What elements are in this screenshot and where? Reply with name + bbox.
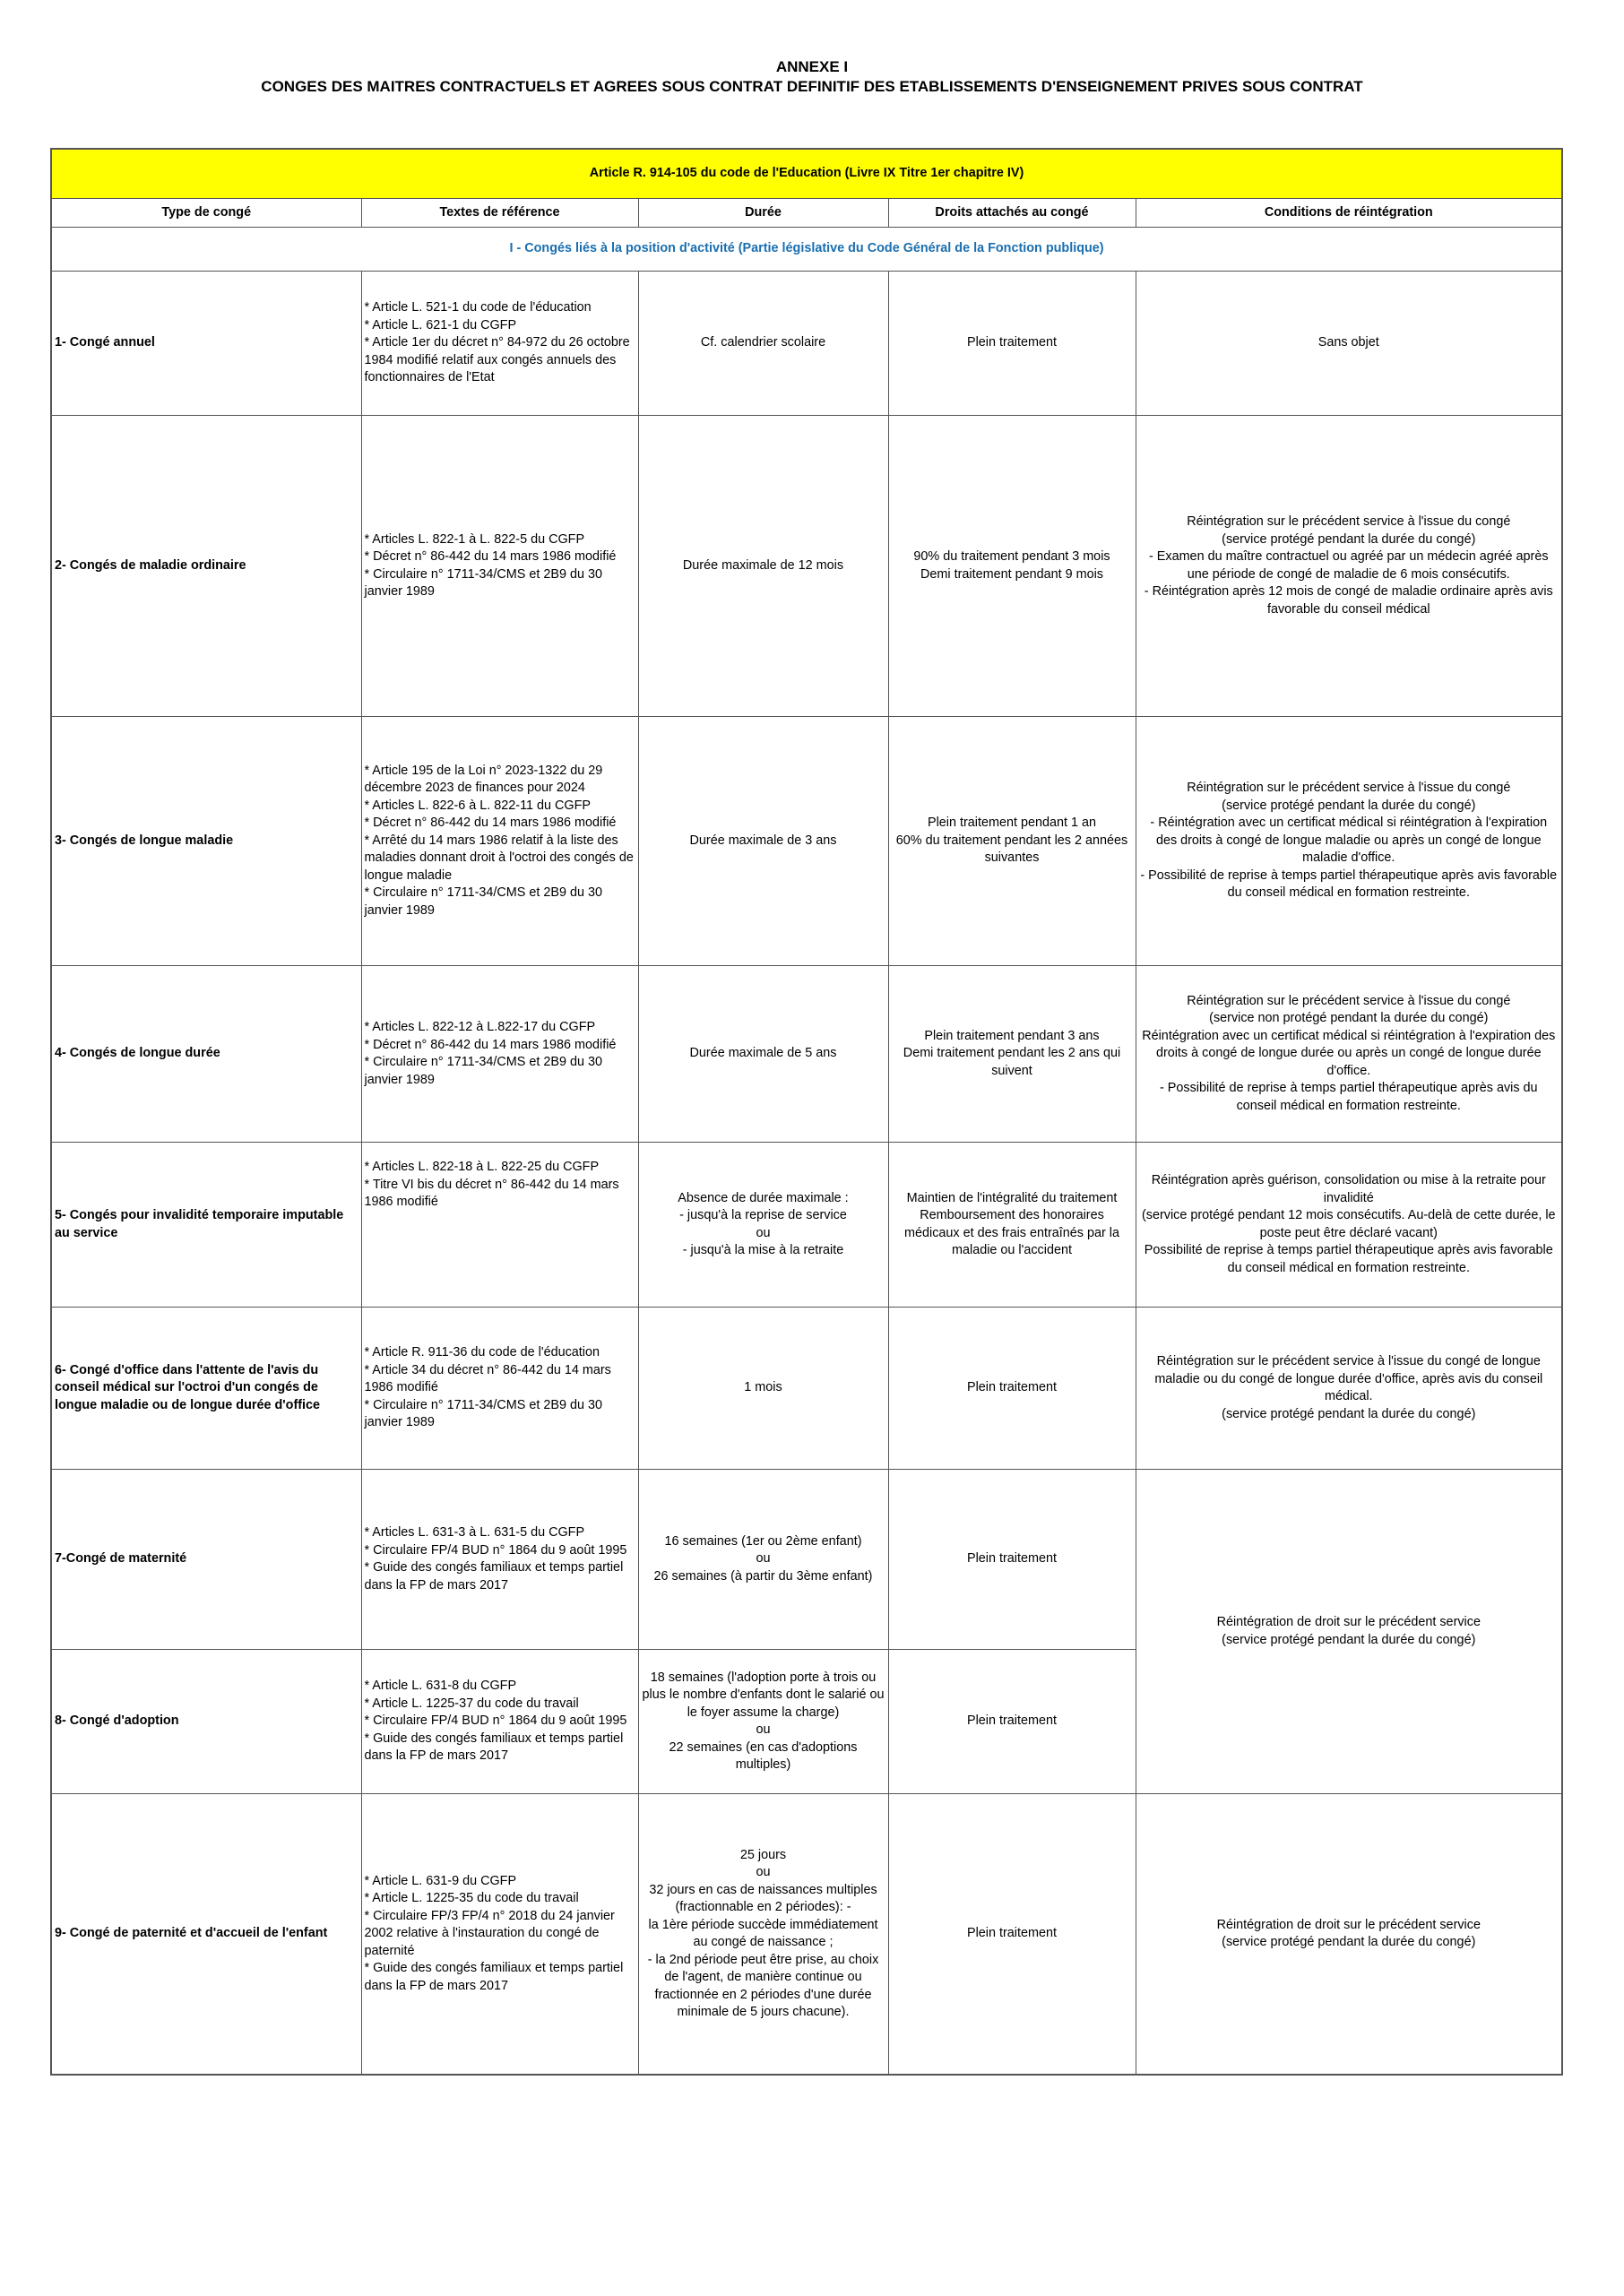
column-header: Conditions de réintégration — [1136, 199, 1562, 228]
leave-type: 5- Congés pour invalidité temporaire imputable au service — [51, 1143, 361, 1308]
cell-line: * Articles L. 631-3 à L. 631-5 du CGFP — [364, 1525, 585, 1540]
reinstatement-conditions — [1136, 1794, 1562, 2076]
duration — [638, 966, 888, 1143]
rights — [888, 272, 1136, 416]
reinstatement-conditions — [1136, 416, 1562, 717]
table-row — [51, 272, 1562, 416]
leave-type: 7-Congé de maternité — [51, 1470, 361, 1650]
reference-texts — [361, 717, 638, 966]
cell-line: Réintégration sur le précédent service à l'issue du congé — [1187, 993, 1511, 1008]
cell-line: Réintégration de droit sur le précédent service — [1216, 1615, 1481, 1629]
cell-line: - la 2nd période peut être prise, au choix de l'agent, de manière continue ou fractionnée en 2 périodes d'une durée minimale de 5 jours chacune). — [647, 1952, 879, 2019]
cell-line: (service protégé pendant 12 mois consécutifs. Au-delà de cette durée, le poste peut être déclaré vacant) — [1141, 1208, 1556, 1240]
table-row — [51, 1470, 1562, 1650]
annex-title: ANNEXE I — [775, 58, 849, 75]
table-row — [51, 1143, 1562, 1308]
cell-line: Réintégration avec un certificat médical si réintégration à l'expiration des droits à congé de longue durée ou après un congé de longue durée d'office. — [1142, 1028, 1556, 1078]
cell-line: * Arrêté du 14 mars 1986 relatif à la liste des maladies donnant droit à l'octroi des congés de longue maladie — [364, 833, 634, 883]
cell-line: * Article 195 de la Loi n° 2023-1322 du 29 décembre 2023 de finances pour 2024 — [364, 763, 603, 796]
reference-texts — [361, 966, 638, 1143]
cell-line: * Article 1er du décret n° 84-972 du 26 octobre 1984 modifié relatif aux congés annuels des fonctionnaires de l'Etat — [364, 335, 630, 385]
table-row — [51, 1308, 1562, 1470]
cell-line: Réintégration de droit sur le précédent service — [1216, 1917, 1481, 1932]
reference-texts — [361, 1470, 638, 1650]
duration — [638, 1794, 888, 2076]
cell-line: 16 semaines (1er ou 2ème enfant) — [664, 1533, 862, 1549]
cell-line: Remboursement des honoraires médicaux et des frais entraînés par la maladie ou l'accident — [904, 1208, 1119, 1257]
document-header — [0, 57, 1624, 97]
reinstatement-conditions — [1136, 1143, 1562, 1308]
leave-type: 2- Congés de maladie ordinaire — [51, 416, 361, 717]
annex-subtitle: CONGES DES MAITRES CONTRACTUELS ET AGREES SOUS CONTRAT DEFINITIF DES ETABLISSEMENTS D'ENSEIGNEMENT PRIVES SOUS CONTRAT — [261, 78, 1363, 95]
cell-line: la 1ère période succède immédiatement au congé de naissance ; — [648, 1917, 878, 1949]
cell-line: * Guide des congés familiaux et temps partiel dans la FP de mars 2017 — [364, 1560, 624, 1593]
cell-line: * Article L. 521-1 du code de l'éducation — [364, 300, 592, 315]
cell-line: * Article 34 du décret n° 86-442 du 14 mars 1986 modifié — [364, 1362, 611, 1395]
cell-line: * Circulaire n° 1711-34/CMS et 2B9 du 30 janvier 1989 — [364, 885, 602, 918]
leave-type: 6- Congé d'office dans l'attente de l'avis du conseil médical sur l'octroi d'un congés de longue maladie ou de longue durée d'office — [51, 1308, 361, 1470]
cell-line: Réintégration sur le précédent service à l'issue du congé — [1187, 781, 1511, 796]
cell-line: Demi traitement pendant les 2 ans qui suivent — [903, 1046, 1121, 1078]
cell-line: * Article L. 1225-37 du code du travail — [364, 1696, 579, 1711]
cell-line: (service non protégé pendant la durée du congé) — [1209, 1011, 1489, 1026]
cell-line: ou — [756, 1865, 771, 1879]
cell-line: (service protégé pendant la durée du congé) — [1222, 1632, 1476, 1647]
cell-line: Durée maximale de 12 mois — [682, 557, 844, 573]
cell-line: * Décret n° 86-442 du 14 mars 1986 modifié — [364, 816, 617, 831]
cell-line: 90% du traitement pendant 3 mois — [913, 549, 1110, 564]
cell-line: * Articles L. 822-18 à L. 822-25 du CGFP — [364, 1160, 600, 1174]
cell-line: - Réintégration avec un certificat médical si réintégration à l'expiration des droits à congé de longue maladie ou après un congé de longue maladie d'office. — [1150, 816, 1548, 866]
table-row — [51, 966, 1562, 1143]
cell-line: * Articles L. 822-6 à L. 822-11 du CGFP — [364, 798, 592, 813]
cell-line: 26 semaines (à partir du 3ème enfant) — [653, 1568, 873, 1584]
duration — [638, 1308, 888, 1470]
cell-line: 60% du traitement pendant les 2 années suivantes — [895, 833, 1128, 866]
reinstatement-conditions — [1136, 966, 1562, 1143]
duration — [638, 1143, 888, 1308]
duration — [638, 717, 888, 966]
section-header-row — [51, 228, 1562, 272]
rights — [888, 966, 1136, 1143]
cell-line: ou — [756, 1722, 771, 1737]
cell-line: * Articles L. 822-12 à L.822-17 du CGFP — [364, 1020, 596, 1034]
rights — [888, 1650, 1136, 1794]
cell-line: Absence de durée maximale : — [678, 1190, 849, 1205]
rights — [888, 717, 1136, 966]
rights — [888, 416, 1136, 717]
cell-line: * Circulaire n° 1711-34/CMS et 2B9 du 30 janvier 1989 — [364, 1055, 602, 1087]
duration — [638, 1470, 888, 1650]
cell-line: Plein traitement pendant 3 ans — [924, 1028, 1100, 1043]
cell-line: * Article L. 1225-35 du code du travail — [364, 1891, 579, 1906]
cell-line: Durée maximale de 3 ans — [689, 833, 837, 848]
cell-line: * Décret n° 86-442 du 14 mars 1986 modifié — [364, 549, 617, 564]
rights — [888, 1143, 1136, 1308]
cell-line: Plein traitement — [967, 1380, 1057, 1395]
cell-line: * Articles L. 822-1 à L. 822-5 du CGFP — [364, 531, 585, 547]
cell-line: Possibilité de reprise à temps partiel thérapeutique après avis favorable du conseil médical en formation restreinte. — [1144, 1243, 1553, 1275]
cell-line: Plein traitement — [967, 1551, 1057, 1567]
table-row — [51, 1794, 1562, 2076]
cell-line: * Circulaire FP/3 FP/4 n° 2018 du 24 janvier 2002 relative à l'instauration du congé de paternité — [364, 1908, 615, 1958]
cell-line: Plein traitement — [967, 335, 1057, 350]
duration — [638, 416, 888, 717]
cell-line: (service protégé pendant la durée du congé) — [1222, 1935, 1476, 1949]
cell-line: ou — [756, 1225, 771, 1240]
cell-line: * Circulaire FP/4 BUD n° 1864 du 9 août 1995 — [364, 1542, 627, 1558]
reference-texts — [361, 1794, 638, 2076]
leave-type: 4- Congés de longue durée — [51, 966, 361, 1143]
cell-line: (fractionnable en 2 périodes): - — [675, 1900, 851, 1914]
duration — [638, 272, 888, 416]
column-header: Textes de référence — [361, 199, 638, 228]
table-row — [51, 717, 1562, 966]
cell-line: Plein traitement — [967, 1926, 1057, 1941]
cell-line: Demi traitement pendant 9 mois — [920, 566, 1103, 582]
cell-line: Maintien de l'intégralité du traitement — [906, 1190, 1118, 1205]
reference-texts — [361, 272, 638, 416]
cell-line: Plein traitement pendant 1 an — [927, 816, 1096, 831]
column-header-row — [51, 199, 1562, 228]
cell-line: * Décret n° 86-442 du 14 mars 1986 modifié — [364, 1037, 617, 1052]
cell-line: Sans objet — [1317, 335, 1379, 350]
reinstatement-conditions — [1136, 1308, 1562, 1470]
cell-line: * Titre VI bis du décret n° 86-442 du 14 mars 1986 modifié — [364, 1177, 619, 1209]
table-banner-row — [51, 149, 1562, 199]
cell-line: - Examen du maître contractuel ou agréé par un médecin agréé après une période de congé de maladie de 6 mois consécutifs. — [1148, 549, 1549, 582]
cell-line: * Article L. 621-1 du CGFP — [364, 317, 517, 332]
cell-line: * Circulaire n° 1711-34/CMS et 2B9 du 30 janvier 1989 — [364, 1397, 602, 1430]
cell-line: Réintégration après guérison, consolidation ou mise à la retraite pour invalidité — [1151, 1173, 1546, 1205]
reinstatement-conditions — [1136, 1470, 1562, 1794]
rights — [888, 1308, 1136, 1470]
column-header: Type de congé — [51, 199, 361, 228]
cell-line: Réintégration sur le précédent service à l'issue du congé — [1187, 514, 1511, 529]
cell-line: * Guide des congés familiaux et temps partiel dans la FP de mars 2017 — [364, 1961, 624, 1993]
cell-line: * Guide des congés familiaux et temps partiel dans la FP de mars 2017 — [364, 1731, 624, 1764]
leave-type: 3- Congés de longue maladie — [51, 717, 361, 966]
column-header: Durée — [638, 199, 888, 228]
cell-line: 32 jours en cas de naissances multiples — [649, 1882, 877, 1897]
cell-line: Durée maximale de 5 ans — [689, 1046, 837, 1061]
cell-line: (service protégé pendant la durée du congé) — [1222, 1406, 1476, 1421]
cell-line: - Possibilité de reprise à temps partiel thérapeutique après avis du conseil médical en formation restreinte. — [1159, 1081, 1538, 1113]
cell-line: * Circulaire n° 1711-34/CMS et 2B9 du 30 janvier 1989 — [364, 566, 602, 599]
leave-type: 9- Congé de paternité et d'accueil de l'enfant — [51, 1794, 361, 2076]
cell-line: * Article L. 631-8 du CGFP — [364, 1679, 517, 1694]
cell-line: 22 semaines (en cas d'adoptions multiples) — [669, 1739, 858, 1772]
section-header: I - Congés liés à la position d'activité (Partie législative du Code Général de la Fonction publique) — [51, 228, 1562, 272]
cell-line: (service protégé pendant la durée du congé) — [1222, 798, 1476, 813]
reinstatement-conditions — [1136, 717, 1562, 966]
cell-line: 18 semaines (l'adoption porte à trois ou plus le nombre d'enfants dont le salarié ou le foyer assume la charge) — [642, 1670, 885, 1720]
leave-type: 1- Congé annuel — [51, 272, 361, 416]
cell-line: Cf. calendrier scolaire — [700, 335, 826, 350]
leave-type: 8- Congé d'adoption — [51, 1650, 361, 1794]
reference-texts — [361, 1308, 638, 1470]
cell-line: (service protégé pendant la durée du congé) — [1222, 531, 1476, 547]
cell-line: - Possibilité de reprise à temps partiel thérapeutique après avis favorable du conseil médical en formation restreinte. — [1140, 867, 1558, 901]
cell-line: Réintégration sur le précédent service à l'issue du congé de longue maladie ou du congé de longue durée d'office, après avis du conseil médical. — [1154, 1354, 1543, 1403]
reference-texts — [361, 1143, 638, 1308]
cell-line: - jusqu'à la reprise de service — [679, 1208, 847, 1222]
table-row — [51, 416, 1562, 717]
column-header: Droits attachés au congé — [888, 199, 1136, 228]
cell-line: - jusqu'à la mise à la retraite — [682, 1243, 844, 1257]
cell-line: 25 jours — [739, 1847, 787, 1862]
cell-line: ou — [756, 1551, 771, 1567]
duration — [638, 1650, 888, 1794]
rights — [888, 1794, 1136, 2076]
rights — [888, 1470, 1136, 1650]
cell-line: * Article L. 631-9 du CGFP — [364, 1873, 517, 1888]
cell-line: - Réintégration après 12 mois de congé de maladie ordinaire après avis favorable du conseil médical — [1144, 584, 1553, 617]
leave-table — [50, 148, 1563, 2076]
reference-texts — [361, 1650, 638, 1794]
cell-line: 1 mois — [744, 1380, 782, 1395]
table-banner: Article R. 914-105 du code de l'Education (Livre IX Titre 1er chapitre IV) — [51, 149, 1562, 199]
reinstatement-conditions — [1136, 272, 1562, 416]
cell-line: * Circulaire FP/4 BUD n° 1864 du 9 août 1995 — [364, 1713, 627, 1729]
cell-line: Plein traitement — [967, 1713, 1057, 1729]
cell-line: * Article R. 911-36 du code de l'éducation — [364, 1345, 600, 1360]
reference-texts — [361, 416, 638, 717]
